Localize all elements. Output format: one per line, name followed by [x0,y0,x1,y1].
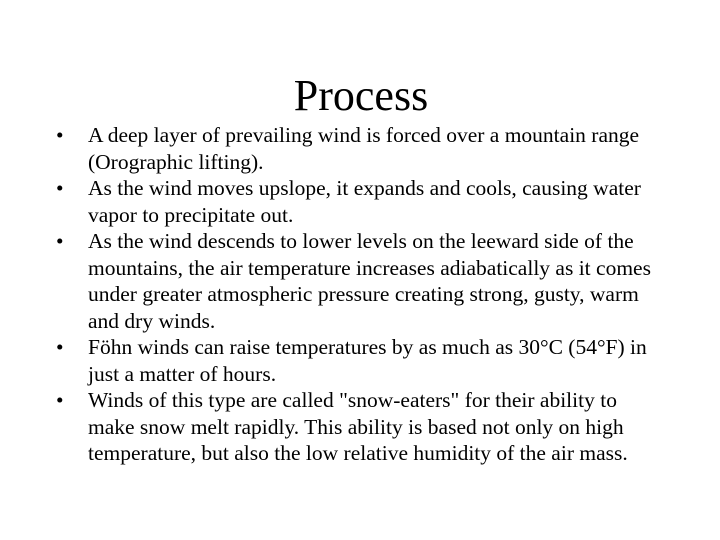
bullet-item [56,228,666,334]
bullet-dot: • [56,176,64,200]
bullet-dot: • [56,123,64,147]
bullet-text: A deep layer of prevailing wind is forced over a mountain range (Orographic lifting). [88,123,640,174]
bullet-dot: • [56,388,64,412]
bullet-text: As the wind moves upslope, it expands and cools, causing water vapor to precipitate out. [88,176,641,227]
bullet-item [56,175,666,228]
bullet-dot: • [56,229,64,253]
bullet-item [56,387,666,467]
bullet-list [56,122,666,467]
bullet-item [56,122,666,175]
bullet-text: Winds of this type are called "snow-eaters" for their ability to make snow melt rapidly. This ability is based not only on high temperature, but also the low relative humidity of the air mass. [88,388,628,465]
bullet-item [56,334,666,387]
bullet-text: Föhn winds can raise temperatures by as much as 30°C (54°F) in just a matter of hours. [88,335,647,386]
bullet-text: As the wind descends to lower levels on the leeward side of the mountains, the air temperature increases adiabatically as it comes under greater atmospheric pressure creating strong, gusty, warm and dry winds. [88,229,651,333]
bullet-dot: • [56,335,64,359]
slide-title: Process [293,71,429,120]
